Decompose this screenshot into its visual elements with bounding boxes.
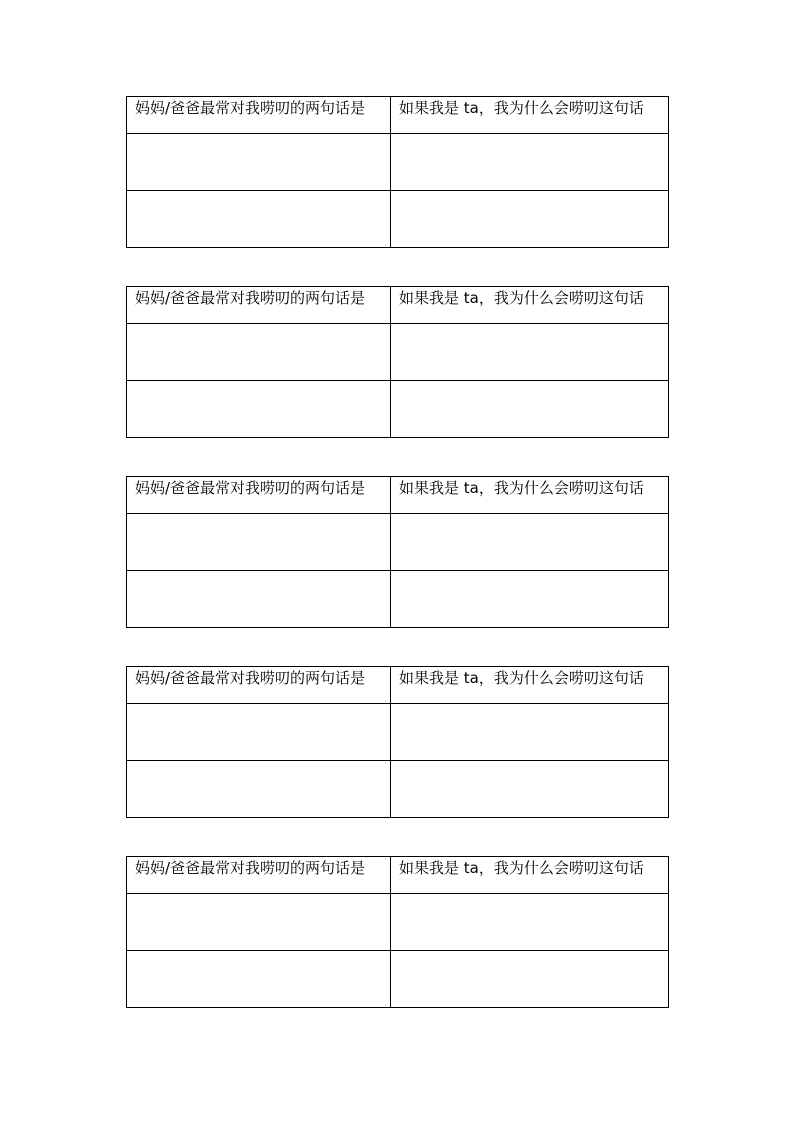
- answer-row: [127, 571, 669, 628]
- nagging-table: [126, 286, 669, 438]
- header-row: [127, 667, 669, 704]
- worksheet: [126, 96, 668, 1046]
- answer-cell-saying[interactable]: [127, 514, 391, 571]
- header-row: [127, 857, 669, 894]
- nagging-table-2: [126, 286, 668, 438]
- answer-cell-reason[interactable]: [391, 324, 669, 381]
- answer-cell-saying[interactable]: [127, 134, 391, 191]
- header-parent-sayings: 妈妈/爸爸最常对我唠叨的两句话是: [127, 667, 391, 704]
- answer-row: [127, 381, 669, 438]
- answer-row: [127, 324, 669, 381]
- header-row: [127, 477, 669, 514]
- nagging-table: [126, 476, 669, 628]
- nagging-table-4: [126, 666, 668, 818]
- answer-row: [127, 134, 669, 191]
- answer-cell-reason[interactable]: [391, 191, 669, 248]
- header-parent-sayings: 妈妈/爸爸最常对我唠叨的两句话是: [127, 477, 391, 514]
- header-row: [127, 287, 669, 324]
- nagging-table: [126, 666, 669, 818]
- answer-cell-reason[interactable]: [391, 571, 669, 628]
- answer-cell-reason[interactable]: [391, 894, 669, 951]
- nagging-table-5: [126, 856, 668, 1008]
- header-reason-if-i-were-them: 如果我是 ta，我为什么会唠叨这句话: [391, 97, 669, 134]
- header-reason-if-i-were-them: 如果我是 ta，我为什么会唠叨这句话: [391, 287, 669, 324]
- answer-row: [127, 704, 669, 761]
- answer-cell-reason[interactable]: [391, 381, 669, 438]
- header-reason-if-i-were-them: 如果我是 ta，我为什么会唠叨这句话: [391, 477, 669, 514]
- header-reason-if-i-were-them: 如果我是 ta，我为什么会唠叨这句话: [391, 857, 669, 894]
- answer-row: [127, 514, 669, 571]
- answer-cell-saying[interactable]: [127, 704, 391, 761]
- answer-row: [127, 894, 669, 951]
- nagging-table: [126, 96, 669, 248]
- answer-cell-reason[interactable]: [391, 134, 669, 191]
- answer-cell-saying[interactable]: [127, 894, 391, 951]
- header-row: [127, 97, 669, 134]
- header-parent-sayings: 妈妈/爸爸最常对我唠叨的两句话是: [127, 857, 391, 894]
- answer-cell-reason[interactable]: [391, 761, 669, 818]
- answer-cell-saying[interactable]: [127, 191, 391, 248]
- header-reason-if-i-were-them: 如果我是 ta，我为什么会唠叨这句话: [391, 667, 669, 704]
- answer-cell-saying[interactable]: [127, 951, 391, 1008]
- nagging-table: [126, 856, 669, 1008]
- answer-cell-reason[interactable]: [391, 704, 669, 761]
- answer-cell-reason[interactable]: [391, 514, 669, 571]
- answer-row: [127, 191, 669, 248]
- answer-cell-saying[interactable]: [127, 324, 391, 381]
- header-parent-sayings: 妈妈/爸爸最常对我唠叨的两句话是: [127, 97, 391, 134]
- nagging-table-1: [126, 96, 668, 248]
- answer-cell-saying[interactable]: [127, 571, 391, 628]
- answer-cell-saying[interactable]: [127, 381, 391, 438]
- answer-cell-reason[interactable]: [391, 951, 669, 1008]
- answer-cell-saying[interactable]: [127, 761, 391, 818]
- answer-row: [127, 761, 669, 818]
- answer-row: [127, 951, 669, 1008]
- header-parent-sayings: 妈妈/爸爸最常对我唠叨的两句话是: [127, 287, 391, 324]
- nagging-table-3: [126, 476, 668, 628]
